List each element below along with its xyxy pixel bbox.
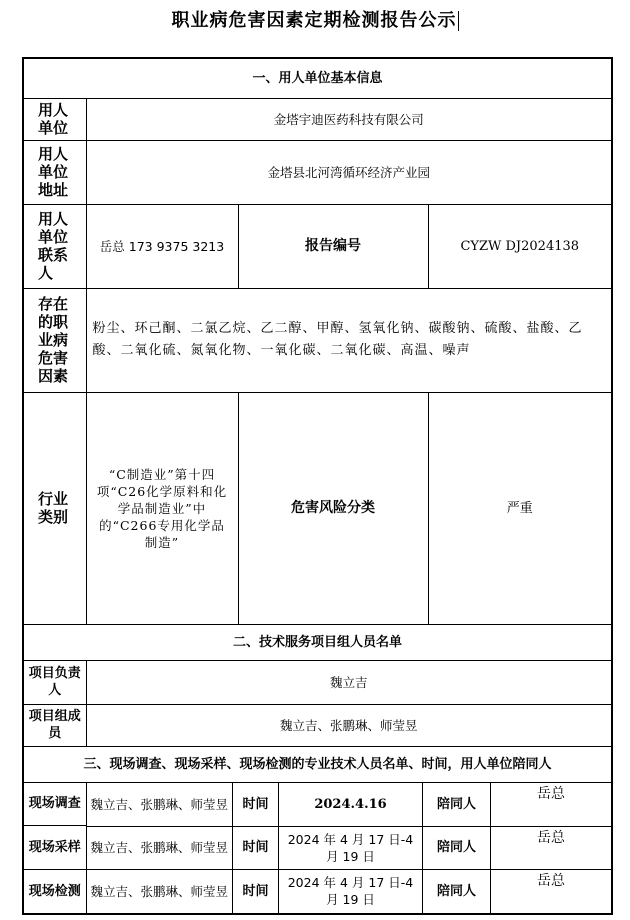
page-title <box>0 6 630 32</box>
text-cursor <box>458 11 459 31</box>
contact-row <box>23 204 612 288</box>
leader-value: 魏立吉 <box>86 660 612 704</box>
section3-heading: 三、现场调查、现场采样、现场检测的专业技术人员名单、时间，用人单位陪同人 <box>23 746 612 782</box>
site-row-companion: 岳总 <box>491 826 612 869</box>
site-row-label: 现场调查 <box>23 782 86 826</box>
site-row-time-label: 时间 <box>233 826 279 869</box>
employer-label: 用人单位 <box>23 98 86 140</box>
site-row-staff: 魏立吉、张鹏琳、师莹昱 <box>87 783 233 826</box>
members-value: 魏立吉、张鹏琳、师莹昱 <box>86 704 612 746</box>
address-row <box>23 140 612 204</box>
hazards-value: 粉尘、环己酮、二氯乙烷、乙二醇、甲醇、氢氧化钠、碳酸钠、硫酸、盐酸、乙酸、二氧化硫、氮氧化物、一氧化碳、二氧化碳、高温、噪声 <box>86 288 612 392</box>
contact-value: 岳总 173 9375 3213 <box>86 204 238 288</box>
site-row-companion: 岳总 <box>491 870 612 913</box>
industry-row <box>23 392 612 624</box>
report-table <box>22 57 613 915</box>
site-row-companion-label: 陪同人 <box>423 870 491 913</box>
section2-heading-row <box>23 624 612 660</box>
site-row-label: 现场采样 <box>23 826 86 870</box>
table-row <box>23 869 612 914</box>
industry-value: “C制造业”第十四项“C26化学原料和化学品制造业”中的“C266专用化学品制造” <box>86 392 238 624</box>
site-row-time-label: 时间 <box>233 783 279 826</box>
address-value: 金塔县北河湾循环经济产业园 <box>86 140 612 204</box>
section2-heading: 二、技术服务项目组人员名单 <box>23 624 612 660</box>
table-row <box>23 782 612 826</box>
risk-classification-label: 危害风险分类 <box>238 392 428 624</box>
table-row <box>23 826 612 870</box>
site-row-time: 2024.4.16 <box>279 783 423 826</box>
hazards-row <box>23 288 612 392</box>
contact-label: 用人单位联系人 <box>23 204 86 288</box>
section1-heading-row <box>23 58 612 98</box>
industry-label: 行业类别 <box>23 392 86 624</box>
site-row-time: 2024 年 4 月 17 日-4 月 19 日 <box>279 870 423 913</box>
members-row <box>23 704 612 746</box>
site-row-label: 现场检测 <box>23 869 86 914</box>
employer-value: 金塔宇迪医药科技有限公司 <box>86 98 612 140</box>
site-row-companion: 岳总 <box>491 783 612 826</box>
site-row-staff: 魏立吉、张鹏琳、师莹昱 <box>87 870 233 913</box>
hazards-label: 存在的职业病危害因素 <box>23 288 86 392</box>
leader-row <box>23 660 612 704</box>
risk-classification-value: 严重 <box>428 392 612 624</box>
report-number-value: CYZW DJ2024138 <box>428 204 612 288</box>
site-row-companion-label: 陪同人 <box>423 826 491 869</box>
site-row-time: 2024 年 4 月 17 日-4 月 19 日 <box>279 826 423 869</box>
site-row-time-label: 时间 <box>233 870 279 913</box>
section3-heading-row <box>23 746 612 782</box>
site-row-companion-label: 陪同人 <box>423 783 491 826</box>
site-row-staff: 魏立吉、张鹏琳、师莹昱 <box>87 826 233 869</box>
section1-heading: 一、用人单位基本信息 <box>23 58 612 98</box>
members-label: 项目组成员 <box>23 704 86 746</box>
report-number-label: 报告编号 <box>238 204 428 288</box>
employer-row <box>23 98 612 140</box>
leader-label: 项目负责人 <box>23 660 86 704</box>
page-title-text: 职业病危害因素定期检测报告公示 <box>171 10 457 31</box>
address-label: 用人单位地址 <box>23 140 86 204</box>
